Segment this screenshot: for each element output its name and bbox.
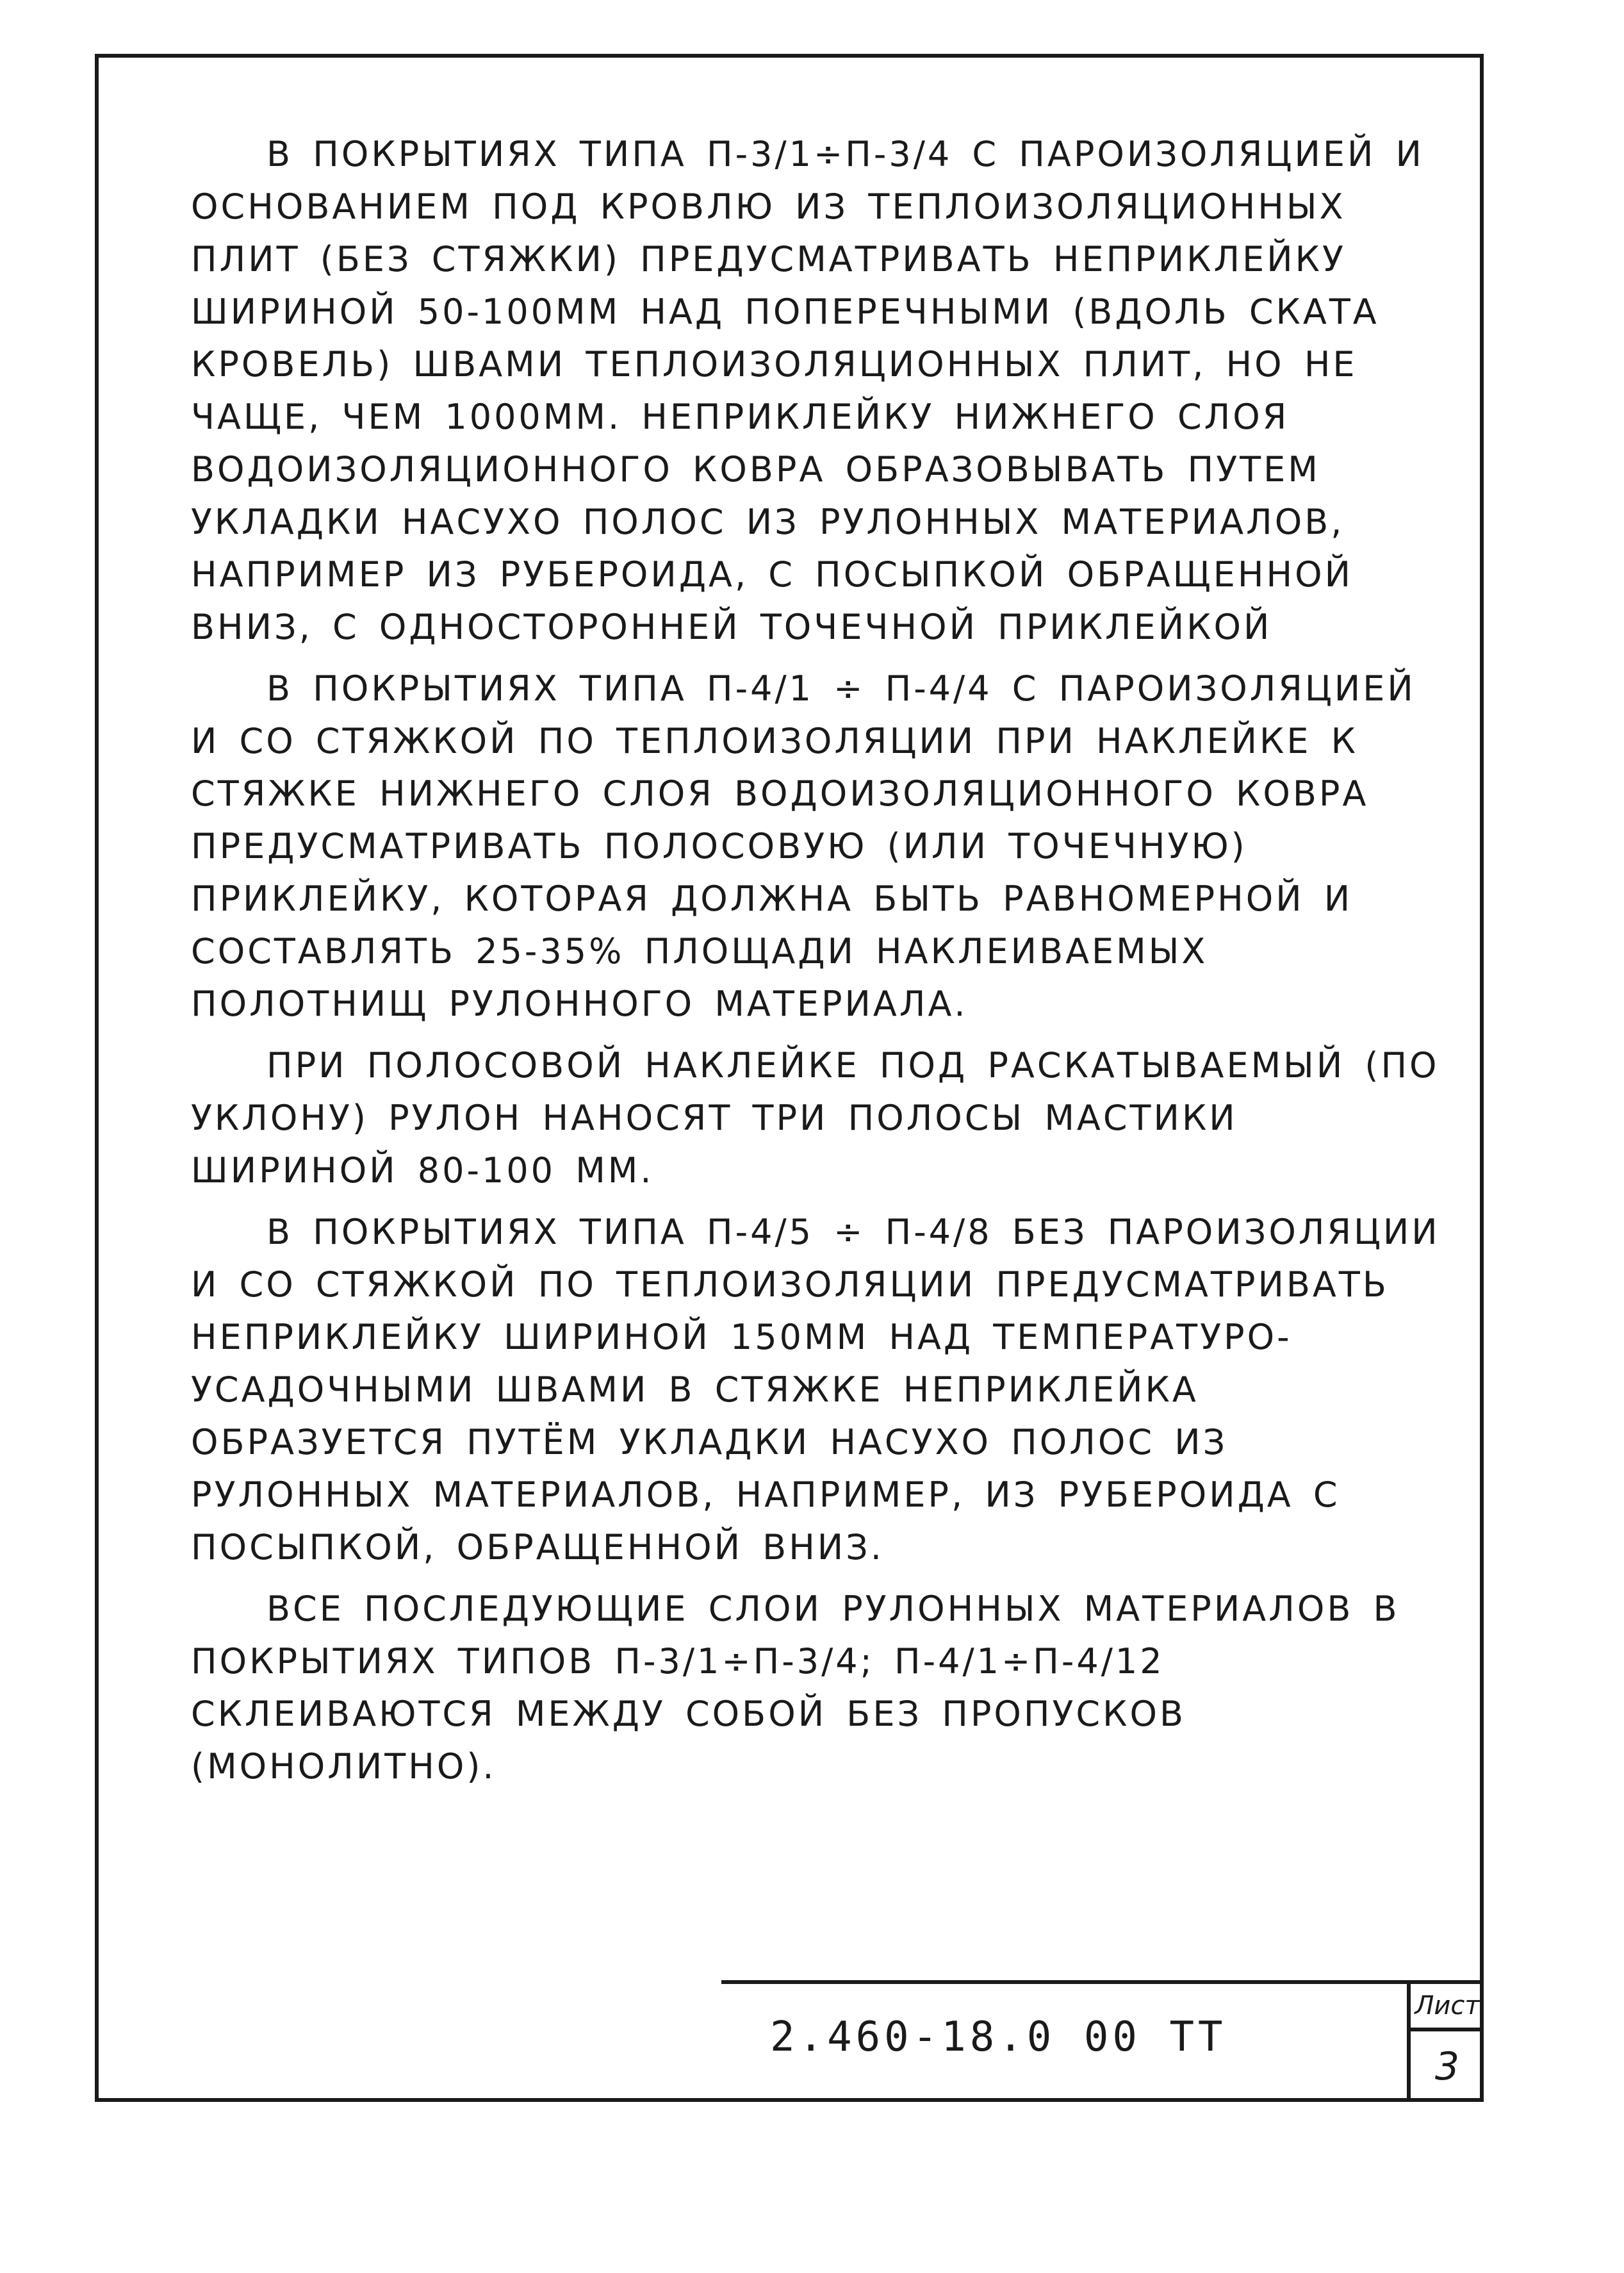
document-body xyxy=(191,128,1447,1793)
title-block xyxy=(721,1980,1484,2102)
paragraph-4-text: В ПОКРЫТИЯХ ТИПА П-4/5 ÷ П-4/8 БЕЗ ПАРОИЗОЛЯЦИИ И СО СТЯЖКОЙ ПО ТЕПЛОИЗОЛЯЦИИ ПРЕДУСМАТРИВАТЬ НЕПРИКЛЕЙКУ ШИРИНОЙ 150ММ НАД ТЕМПЕРАТУРО- УСАДОЧНЫМИ ШВАМИ В СТЯЖКЕ НЕПРИКЛЕЙКА ОБРАЗУЕТСЯ ПУТЁМ УКЛАДКИ НАСУХО ПОЛОС ИЗ РУЛОННЫХ МАТЕРИАЛОВ, НАПРИМЕР, ИЗ РУБЕРОИДА С ПОСЫПКОЙ, ОБРАЩЕННОЙ ВНИЗ. xyxy=(191,1212,1440,1567)
paragraph-3-text: ПРИ ПОЛОСОВОЙ НАКЛЕЙКЕ ПОД РАСКАТЫВАЕМЫЙ (ПО УКЛОНУ) РУЛОН НАНОСЯТ ТРИ ПОЛОСЫ МАСТИКИ ШИРИНОЙ 80-100 ММ. xyxy=(191,1045,1439,1191)
sheet-cell xyxy=(1407,1984,1484,2102)
paragraph-3 xyxy=(191,1039,1447,1197)
sheet-number: 3 xyxy=(1434,2044,1460,2089)
sheet-label: Лист xyxy=(1411,1984,1484,2031)
paragraph-5 xyxy=(191,1583,1447,1793)
paragraph-1 xyxy=(191,128,1447,654)
paragraph-2-text: В ПОКРЫТИЯХ ТИПА П-4/1 ÷ П-4/4 С ПАРОИЗОЛЯЦИЕЙ И СО СТЯЖКОЙ ПО ТЕПЛОИЗОЛЯЦИИ ПРИ НАКЛЕЙКЕ К СТЯЖКЕ НИЖНЕГО СЛОЯ ВОДОИЗОЛЯЦИОННОГО КОВРА ПРЕДУСМАТРИВАТЬ ПОЛОСОВУЮ (ИЛИ ТОЧЕЧНУЮ) ПРИКЛЕЙКУ, КОТОРАЯ ДОЛЖНА БЫТЬ РАВНОМЕРНОЙ И СОСТАВЛЯТЬ 25-35% ПЛОЩАДИ НАКЛЕИВАЕМЫХ ПОЛОТНИЩ РУЛОННОГО МАТЕРИАЛА. xyxy=(191,668,1416,1024)
paragraph-4 xyxy=(191,1206,1447,1574)
paragraph-5-text: ВСЕ ПОСЛЕДУЮЩИЕ СЛОИ РУЛОННЫХ МАТЕРИАЛОВ В ПОКРЫТИЯХ ТИПОВ П-3/1÷П-3/4; П-4/1÷П-4/12 СКЛЕИВАЮТСЯ МЕЖДУ СОБОЙ БЕЗ ПРОПУСКОВ (МОНОЛИТНО). xyxy=(191,1589,1400,1787)
paragraph-1-text: В ПОКРЫТИЯХ ТИПА П-3/1÷П-3/4 С ПАРОИЗОЛЯЦИЕЙ И ОСНОВАНИЕМ ПОД КРОВЛЮ ИЗ ТЕПЛОИЗОЛЯЦИОННЫХ ПЛИТ (БЕЗ СТЯЖКИ) ПРЕДУСМАТРИВАТЬ НЕПРИКЛЕЙКУ ШИРИНОЙ 50-100ММ НАД ПОПЕРЕЧНЫМИ (ВДОЛЬ СКАТА КРОВЕЛЬ) ШВАМИ ТЕПЛОИЗОЛЯЦИОННЫХ ПЛИТ, НО НЕ ЧАЩЕ, ЧЕМ 1000ММ. НЕПРИКЛЕЙКУ НИЖНЕГО СЛОЯ ВОДОИЗОЛЯЦИОННОГО КОВРА ОБРАЗОВЫВАТЬ ПУТЕМ УКЛАДКИ НАСУХО ПОЛОС ИЗ РУЛОННЫХ МАТЕРИАЛОВ, НАПРИМЕР ИЗ РУБЕРОИДА, С ПОСЫПКОЙ ОБРАЩЕННОЙ ВНИЗ, С ОДНОСТОРОННЕЙ ТОЧЕЧНОЙ ПРИКЛЕЙКОЙ xyxy=(191,134,1424,647)
document-code: 2.460-18.0 00 ТТ xyxy=(770,2013,1227,2061)
paragraph-2 xyxy=(191,663,1447,1030)
